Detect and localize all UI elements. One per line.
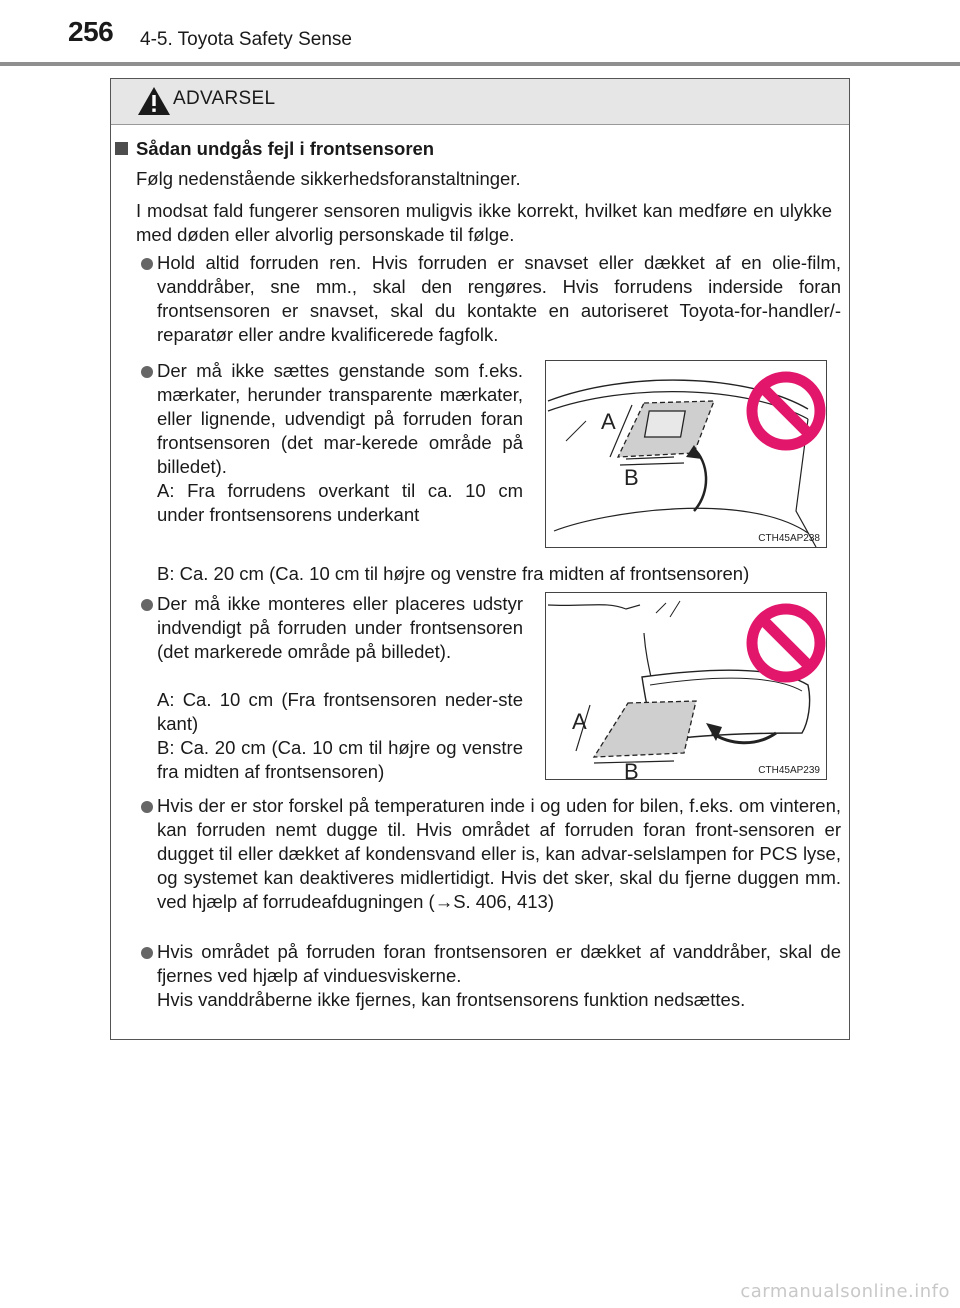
mirror-interior-drawing <box>546 593 826 779</box>
intro-text-1: Følg nedenstående sikkerhedsforanstaltninger. <box>136 168 521 189</box>
bullet-text-4: Hvis der er stor forskel på temperaturen inde i og uden for bilen, f.eks. om vinteren, kan forruden nemt dugge til. Hvis området af forruden foran front-sensoren er dugget til eller dækket af kondensvand eller is, kan advar-selslampen for PCS lyse, og systemet kan deaktiveres midlertidigt. Hvis det sker, skal du fjerne duggen mm. ved hjælp af forrudeafdugningen (→S. 406, 413) <box>157 795 841 912</box>
fig2-label-b: B <box>624 759 639 779</box>
warning-heading: Sådan undgås fejl i frontsensoren <box>111 138 434 160</box>
fig2-label-a: A <box>572 709 587 734</box>
intro-text-2: I modsat fald fungerer sensoren muligvis ikke korrekt, hvilket kan medføre en ulykke med døden eller alvorlig personskade til følge. <box>136 200 832 245</box>
bullet-text-1: Hold altid forruden ren. Hvis forruden er snavset eller dækket af en olie-film, vanddråber, sne mm., skal den rengøres. Hvis forrudens inderside foran frontsensoren er snavset, skal du kontakte en autoriseret Toyota-for-handler/-reparatør eller andre kvalificerede fagfolk. <box>157 252 841 345</box>
watermark: carmanualsonline.info <box>740 1281 950 1302</box>
warning-header <box>111 79 849 125</box>
windshield-exterior-figure <box>545 360 827 548</box>
figure-code: CTH45AP238 <box>758 533 820 544</box>
fig2-note-b: B: Ca. 20 cm (Ca. 10 cm til højre og venstre fra midten af frontsensoren) <box>157 737 523 782</box>
warning-triangle-icon <box>137 86 171 116</box>
warning-box <box>110 78 850 1040</box>
header-rule <box>0 62 960 66</box>
fig1-note-a: A: Fra forrudens overkant til ca. 10 cm under frontsensorens underkant <box>157 480 523 525</box>
bullet-dot-icon <box>141 599 153 611</box>
bullet-text-5: Hvis området på forruden foran frontsensoren er dækket af vanddråber, skal de fjernes ved hjælp af vinduesviskerne. <box>157 941 841 986</box>
bullet-text-5-continued: Hvis vanddråberne ikke fjernes, kan frontsensorens funktion nedsættes. <box>157 989 746 1010</box>
page-number: 256 <box>68 16 114 47</box>
bullet-dot-icon <box>141 258 153 270</box>
bullet-dot-icon <box>141 947 153 959</box>
warning-label: ADVARSEL <box>173 88 276 109</box>
bullet-dot-icon <box>141 801 153 813</box>
square-bullet-icon <box>115 142 128 155</box>
windshield-exterior-drawing <box>546 361 826 547</box>
bullet-text-3: Der må ikke monteres eller placeres udstyr indvendigt på forruden under frontsensoren (det markerede område på billedet). <box>157 593 523 662</box>
fig1-label-b: B <box>624 465 639 490</box>
mirror-interior-figure <box>545 592 827 780</box>
bullet-text-2: Der må ikke sættes genstande som f.eks. mærkater, herunder transparente mærkater, eller lignende, udvendigt på forruden foran frontsensoren (det mar-kerede område på billedet). <box>157 360 523 477</box>
fig1-label-a: A <box>601 409 616 434</box>
prohibition-icon <box>752 609 820 677</box>
fig2-note-a: A: Ca. 10 cm (Fra frontsensoren neder-ste kant) <box>157 689 523 734</box>
prohibition-icon <box>752 377 820 445</box>
section-title: 4-5. Toyota Safety Sense <box>140 29 352 50</box>
fig1-note-b: B: Ca. 20 cm (Ca. 10 cm til højre og venstre fra midten af frontsensoren) <box>157 563 750 584</box>
bullet-dot-icon <box>141 366 153 378</box>
figure-code: CTH45AP239 <box>758 765 820 776</box>
